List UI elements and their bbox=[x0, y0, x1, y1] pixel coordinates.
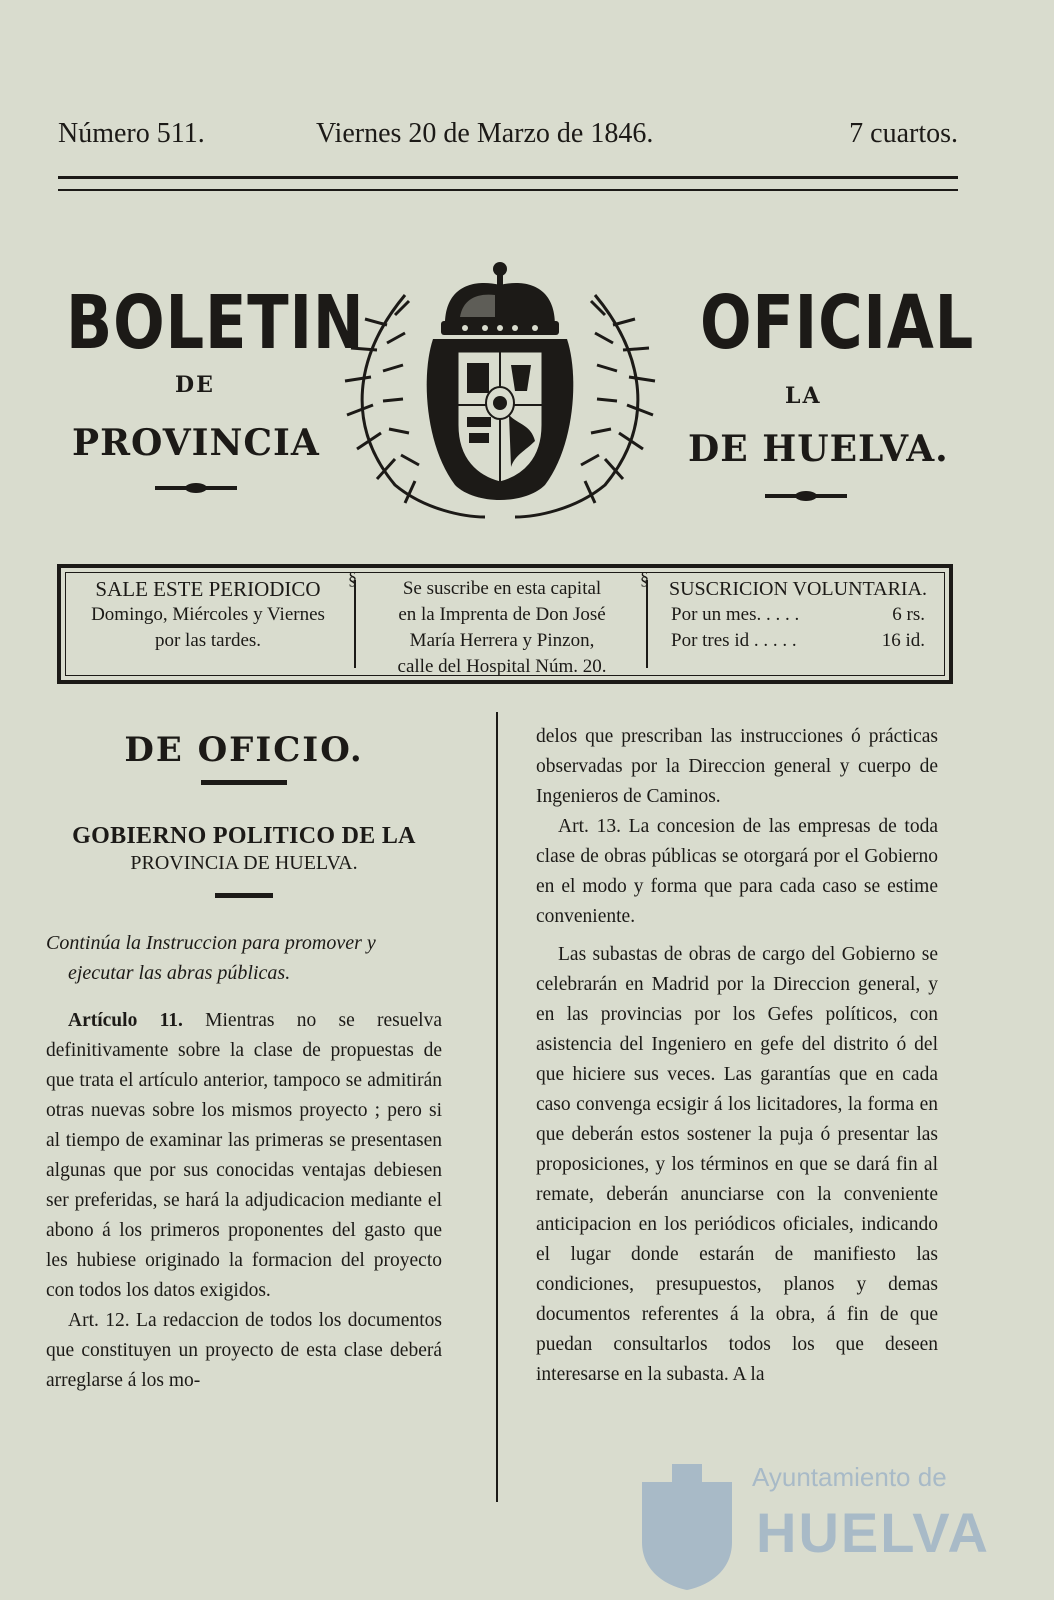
masthead-oficial: OFICIAL bbox=[700, 280, 975, 366]
heading-rule bbox=[215, 893, 273, 898]
column-divider bbox=[496, 712, 498, 1502]
watermark-line-1: Ayuntamiento de bbox=[752, 1462, 947, 1492]
location-line-1: Se suscribe en esta capital bbox=[402, 578, 602, 599]
archive-watermark bbox=[632, 1462, 990, 1592]
subscription-location bbox=[361, 576, 643, 680]
masthead-boletin: BOLETIN bbox=[66, 280, 365, 366]
price-row-month bbox=[653, 602, 943, 628]
right-column bbox=[536, 722, 938, 1390]
schedule-days: Domingo, Miércoles y Viernes bbox=[91, 604, 325, 625]
section-rule bbox=[201, 780, 287, 785]
masthead-de: DE bbox=[175, 372, 215, 398]
royal-coat-of-arms-icon bbox=[335, 255, 665, 523]
city-shield-icon bbox=[632, 1462, 742, 1590]
issue-price: 7 cuartos. bbox=[849, 118, 958, 149]
price-label: Por un mes. . . . . bbox=[671, 604, 800, 625]
article-13-label: Art. 13. bbox=[558, 816, 621, 837]
location-line-4: calle del Hospital Núm. 20. bbox=[397, 656, 607, 677]
price-value: 6 rs. bbox=[892, 604, 925, 625]
ornament-rule-left bbox=[155, 486, 237, 490]
header-rule bbox=[58, 176, 958, 191]
article-subheading: PROVINCIA DE HUELVA. bbox=[130, 852, 358, 874]
article-12-paragraph bbox=[46, 1306, 442, 1396]
article-13-paragraph bbox=[536, 812, 938, 932]
column-separator-ornament bbox=[351, 574, 359, 674]
column-separator-ornament bbox=[643, 574, 651, 674]
article-13-text: La concesion de las empresas de toda clase de obras públicas se otorgará por el Gobierno en el modo y forma que para cada caso se estime conveniente. bbox=[536, 816, 938, 927]
issue-header bbox=[58, 118, 958, 158]
publication-schedule bbox=[67, 576, 349, 654]
subastas-paragraph: Las subastas de obras de cargo del Gobierno se celebrarán en Madrid por la Direccion general, y en las provincias por los Gefes políticos, con asistencia del Ingeniero en gefe del distrito ó del que hiciere sus veces. Las garantías que en cada caso convenga ecsigir á los licitadores, la forma en que deberán estos sostener la puja ó presentar las proposiciones, y los términos en que se dará fin al remate, deberán anunciarse con la conveniente anticipacion en los periódicos oficiales, indicando el lugar donde estarán de manifiesto las condiciones, presupuestos, planos y demas documentos referentes á la obra, á fin de que puedan consultarlos todos los que deseen interesarse en la subasta. A la bbox=[536, 944, 938, 1385]
lead-line-2: ejecutar las abras públicas. bbox=[68, 962, 291, 984]
lead-text bbox=[46, 928, 442, 988]
masthead-provincia: PROVINCIA bbox=[72, 422, 320, 464]
issue-date: Viernes 20 de Marzo de 1846. bbox=[316, 118, 654, 149]
schedule-title: SALE ESTE PERIODICO bbox=[95, 577, 321, 601]
left-column bbox=[46, 730, 442, 1396]
article-12-text: La redaccion de todos los documentos que constituyen un proyecto de esta clase deberá arreglarse á los mo- bbox=[46, 1310, 443, 1391]
article-11-paragraph bbox=[46, 1006, 442, 1306]
location-line-2: en la Imprenta de Don José bbox=[398, 604, 606, 625]
article-12-label: Art. 12. bbox=[68, 1310, 130, 1331]
price-row-three bbox=[653, 628, 943, 654]
article-11-text: Mientras no se resuelva definitivamente sobre la clase de propuestas de que trata el artículo anterior, tampoco se admitirán otras nuevas sobre los mismos proyecto ; pero si al tiempo de examinar las primeras se presentasen algunas que por sus conocidas ventajas debiesen ser preferidas, se hará la adjudicacion mediante el abono á los primeros proponentes del gasto que les hubiese originado la formacion del proyecto con todos los datos exigidos. bbox=[46, 1010, 443, 1301]
article-heading: GOBIERNO POLITICO DE LA bbox=[72, 823, 416, 849]
location-line-3: María Herrera y Pinzon, bbox=[409, 630, 595, 651]
section-title: DE OFICIO. bbox=[124, 730, 364, 770]
watermark-line-2: HUELVA bbox=[756, 1501, 990, 1564]
masthead-de-huelva: DE HUELVA. bbox=[688, 428, 949, 470]
issue-number: Número 511. bbox=[58, 118, 205, 149]
price-label: Por tres id . . . . . bbox=[671, 630, 797, 651]
price-value: 16 id. bbox=[881, 630, 925, 651]
prices-title: SUSCRICION VOLUNTARIA. bbox=[668, 578, 928, 600]
subscription-box bbox=[57, 564, 953, 684]
lead-line-1: Continúa la Instruccion para promover y bbox=[46, 932, 376, 954]
article-11-label: Artículo 11. bbox=[68, 1010, 183, 1031]
subscription-prices bbox=[653, 576, 943, 654]
masthead-la: LA bbox=[785, 383, 822, 409]
ornament-rule-right bbox=[765, 494, 847, 498]
schedule-time: por las tardes. bbox=[154, 630, 262, 651]
continuation-paragraph: delos que prescriban las instrucciones ó prácticas observadas por la Direccion general y cuerpo de Ingenieros de Caminos. bbox=[536, 726, 938, 807]
